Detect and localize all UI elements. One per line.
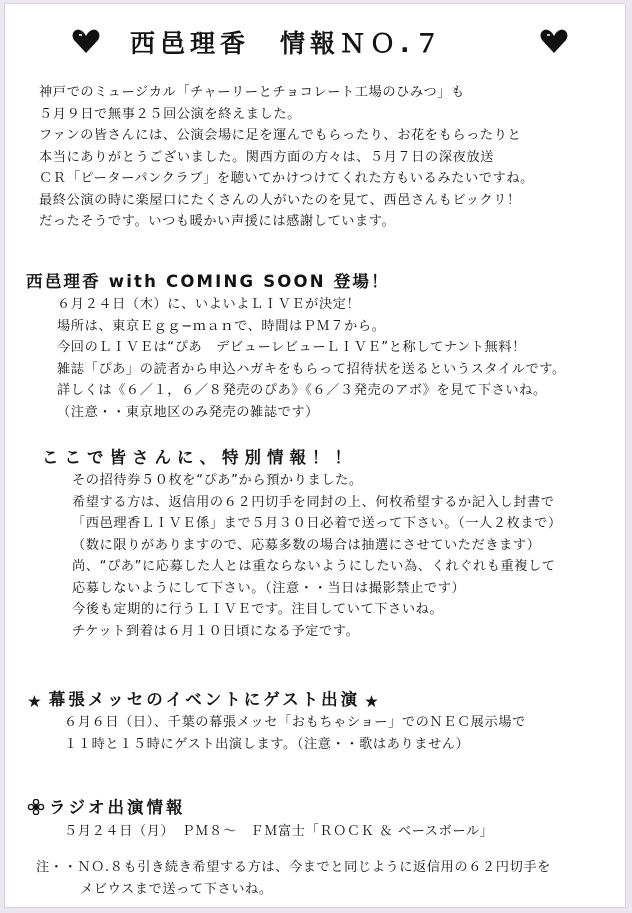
intro-line: 本当にありがとうございました。関西方面の方々は、５月７日の深夜放送 [39, 149, 494, 165]
heart-icon [71, 26, 101, 56]
section-heading-special: ここで皆さんに、特別情報！！ [42, 448, 357, 467]
section-event-body [64, 712, 526, 755]
section-line: 今回のＬＩＶＥは“ぴあ デビューレビューＬＩＶＥ”と称してナント無料！ [57, 340, 526, 355]
intro-paragraph [39, 82, 534, 233]
footer-note [36, 857, 551, 900]
newsletter-page [5, 4, 625, 907]
flower-icon [27, 799, 45, 815]
intro-line: だったそうです。いつも暖かい声援には感謝しています。 [39, 214, 396, 229]
section-line: 雑誌「ぴあ」の読者から申込ハガキをもらって招待状を送るというスタイルです。 [57, 361, 566, 377]
section-special-body [72, 470, 562, 642]
section-radio-body [64, 821, 493, 843]
section-line: 今後も定期的に行うＬＩＶＥです。注目していて下さいね。 [72, 602, 444, 617]
section-line: １１時と１５時にゲスト出演します。（注意・・歌はありません） [64, 736, 470, 752]
title-row [5, 24, 625, 64]
heart-icon [539, 26, 569, 56]
section-heading-event [27, 686, 386, 711]
intro-line: 最終公演の時に楽屋口にたくさんの人がいたのを見て、西邑さんもビックリ！ [39, 192, 521, 208]
section-line: その招待券５０枚を“ぴあ”から預かりました。 [72, 473, 363, 488]
section-line: 応募しないようにして下さい。（注意・・当日は撮影禁止です） [72, 580, 466, 596]
section-line: チケット到着は６月１０日頃になる予定です。 [72, 623, 360, 639]
section-line: ６月６日（日）、千葉の幕張メッセ「おもちゃショー」でのＮＥＣ展示場で [64, 715, 526, 730]
section-heading-event-text: 幕張メッセのイベントにゲスト出演 [48, 690, 361, 709]
section-line: 尚、“ぴあ”に応募した人とは重ならないようにしたい為、くれぐれも重複して [72, 559, 556, 574]
section-line: 希望する方は、返信用の６２円切手を同封の上、何枚希望するか記入し封書で [72, 494, 555, 510]
section-live-body [57, 294, 566, 423]
page-title: 西邑理香 情報ＮＯ.７ [130, 29, 445, 58]
star-icon: ★ [27, 692, 45, 711]
intro-line: 神戸でのミュージカル「チャーリーとチョコレート工場のひみつ」も [39, 85, 465, 100]
note-line: 注・・ＮＯ.８も引き続き希望する方は、今までと同じように返信用の６２円切手を [36, 860, 551, 875]
note-line: メビウスまで送って下さいね。 [80, 881, 273, 897]
section-line: （数に限りがありますので、応募多数の場合は抽選にさせていただきます） [72, 537, 541, 553]
section-heading-radio-text: ラジオ出演情報 [49, 798, 186, 817]
intro-line: ＣＲ「ピーターパンクラブ」を聴いてかけつけてくれた方もいるみたいですね。 [39, 171, 534, 186]
section-line: 詳しくは《６／１，６／８発売のぴあ》《６／３発売のアボ》を見て下さいね。 [57, 383, 547, 398]
section-heading-radio [27, 794, 186, 818]
section-line: 「西邑理香ＬＩＶＥ係」まで５月３０日必着で送って下さい。（一人２枚まで） [72, 516, 562, 531]
section-line: ５月２４日（月） ＰＭ８〜 ＦＭ富士「ＲＯＣＫ ＆ ベースボール」 [64, 824, 494, 839]
section-line: （注意・・東京地区のみ発売の雑誌です） [57, 404, 319, 420]
star-icon: ★ [364, 692, 382, 711]
intro-line: ファンの皆さんには、公演会場に足を運んでもらったり、お花をもらったりと [39, 128, 522, 143]
section-line: 場所は、東京Ｅｇｇ−ｍａｎで、時間はＰＭ７から。 [57, 318, 386, 334]
section-line: ６月２４日（木）に、いよいよＬＩＶＥが決定！ [57, 297, 361, 312]
section-heading-live: 西邑理香 with COMING SOON 登場！ [26, 272, 390, 291]
intro-line: ５月９日で無事２５回公演を終えました。 [39, 106, 301, 122]
